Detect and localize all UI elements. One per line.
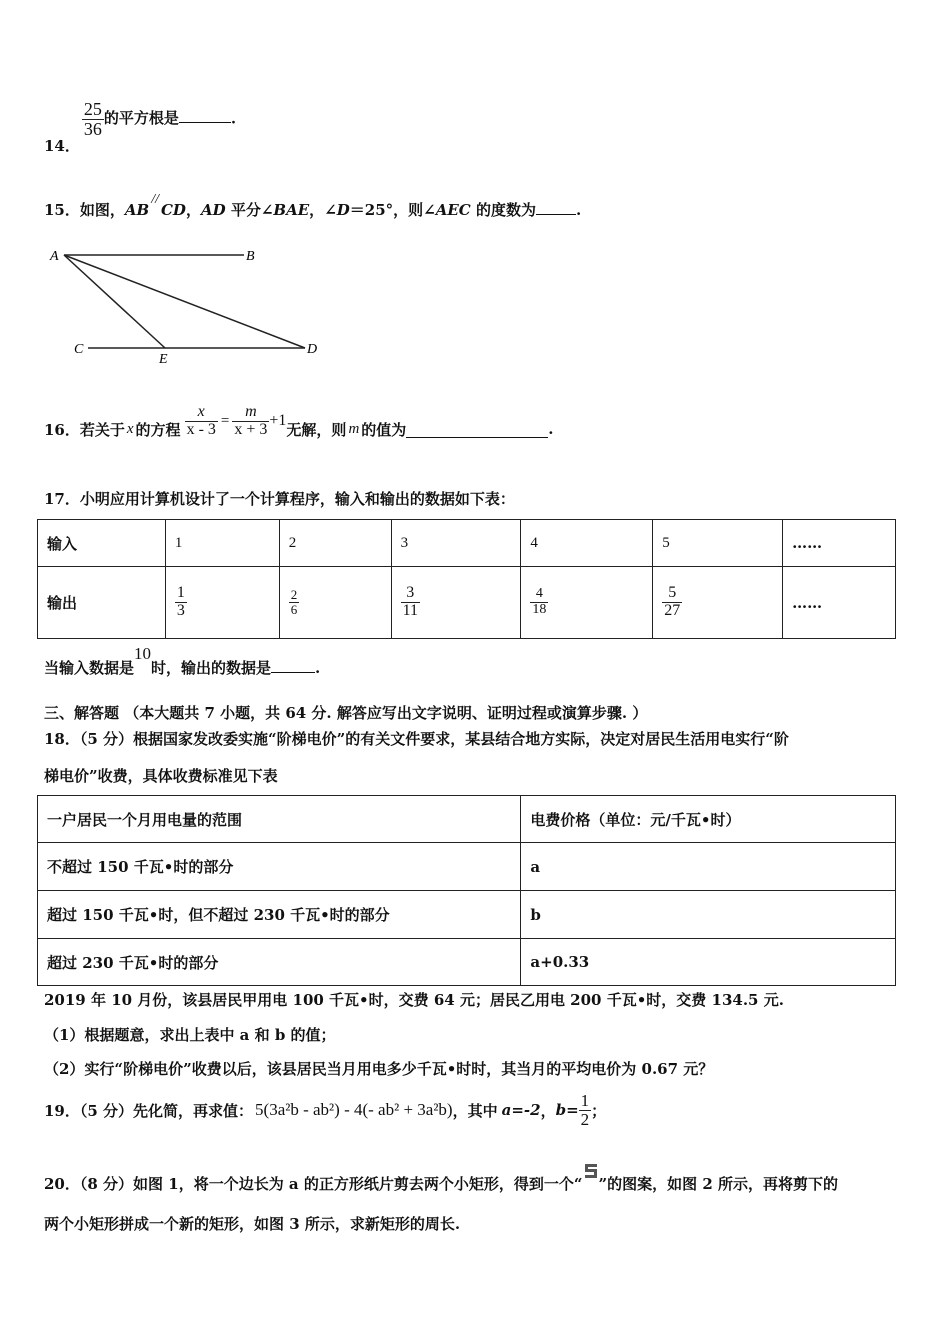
q15-answer-blank: [536, 213, 576, 215]
output-cell: [165, 567, 279, 639]
q19-b-fraction: [579, 1092, 592, 1129]
q16-text2: 无解，则: [286, 420, 347, 439]
q20-line1-part2: ”的图案，如图 2 所示，再将剪下的: [598, 1175, 839, 1193]
q17-follow-number: 10: [134, 644, 152, 663]
q15-ab: AB: [124, 201, 150, 219]
output-cell: [391, 567, 521, 639]
q14-frac-den: 36: [83, 118, 102, 139]
table-row: [38, 567, 896, 639]
q15-ad: AD: [200, 201, 226, 219]
label-a: A: [50, 249, 59, 264]
q16-frac1: [185, 404, 218, 439]
q15-parallel-symbol: //: [151, 192, 159, 207]
q17-follow-tail: .: [315, 659, 321, 677]
output-num: 1: [176, 584, 185, 602]
q15-text-ask: 的度数为: [470, 201, 536, 219]
q18-price-table: [37, 795, 896, 986]
q18-sub2: （2）实行“阶梯电价”收费以后，该县居民当月用电多少千瓦•时时，其当月的平均电价为 0.67 元？: [44, 1060, 714, 1078]
q19-tail: ；: [591, 1101, 607, 1120]
q14-frac-num: 25: [83, 99, 102, 119]
input-cell: 3: [391, 520, 521, 567]
output-den: 11: [402, 602, 418, 619]
q19-a-value: a=-2: [501, 1101, 541, 1120]
output-den: 3: [176, 602, 185, 619]
table-row: [38, 843, 896, 891]
s-shape-icon: [583, 1163, 599, 1179]
row-label-output: 输出: [38, 567, 166, 639]
output-num: 4: [535, 586, 543, 602]
q19: [44, 1092, 606, 1129]
q19-expression: 5(3a²b - ab²) - 4(- ab² + 3a²b): [255, 1100, 453, 1120]
price-cell: a+0.33: [521, 939, 896, 986]
input-cell: 4: [521, 520, 653, 567]
q15-comma: ，: [185, 201, 201, 219]
label-d: D: [307, 342, 318, 357]
output-num: 5: [668, 584, 677, 602]
q20-line1: [44, 1163, 838, 1194]
q18-line1: 18．（5 分）根据国家发改委实施“阶梯电价”的有关文件要求，某县结合地方实际，决定对居民生活用电实行“阶: [44, 730, 789, 748]
label-e: E: [159, 352, 168, 367]
range-cell: 超过 230 千瓦•时的部分: [38, 939, 521, 986]
label-b: B: [246, 249, 255, 264]
q14-tail: .: [230, 109, 237, 128]
q16-number: 16．若关于: [44, 420, 125, 439]
table-row: [38, 796, 896, 843]
table-row: [38, 939, 896, 986]
output-cell: [653, 567, 783, 639]
q15-text-bisect: 平分: [225, 201, 261, 219]
output-den: 18: [532, 602, 547, 617]
q16-frac2-num: m: [245, 403, 257, 420]
q14-number: 14．: [44, 137, 80, 156]
q18-line2: 梯电价”收费，具体收费标准见下表: [44, 767, 278, 785]
q15-figure: [40, 240, 340, 370]
q17-followup: [44, 643, 321, 677]
q16-plus-one: +1: [269, 412, 287, 430]
output-cell-more: ……: [783, 567, 896, 639]
q15: [44, 192, 582, 220]
output-num: 3: [406, 584, 415, 602]
q16-answer-blank: [406, 436, 548, 438]
input-cell: 5: [653, 520, 783, 567]
q19-b-den: 2: [580, 1109, 590, 1129]
q16-frac1-den: x - 3: [186, 420, 216, 438]
q15-number: 15．如图，: [44, 201, 125, 219]
q17-io-table: [37, 519, 896, 639]
table-row: [38, 520, 896, 567]
output-den: 6: [290, 602, 298, 617]
q15-text-value: ＝25°，则: [349, 201, 424, 219]
q16: [44, 404, 554, 439]
q16-text3: 的值为: [361, 420, 407, 439]
q19-separator: ，: [540, 1101, 556, 1120]
input-cell: 1: [165, 520, 279, 567]
q16-frac2: [232, 404, 269, 439]
output-cell: [521, 567, 653, 639]
price-cell: a: [521, 843, 896, 891]
q17-follow-text: 当输入数据是: [44, 659, 135, 677]
range-cell: 不超过 150 千瓦•时的部分: [38, 843, 521, 891]
q16-frac2-den: x + 3: [234, 420, 268, 438]
q14-text: 的平方根是: [103, 109, 179, 128]
q18-sub1: （1）根据题意，求出上表中 a 和 b 的值；: [44, 1026, 336, 1044]
q14-answer-blank: [179, 121, 231, 123]
q20-line2: 两个小矩形拼成一个新的矩形，如图 3 所示，求新矩形的周长.: [44, 1215, 461, 1233]
header-cell: 一户居民一个月用电量的范围: [38, 796, 521, 843]
q19-mid: ，其中: [452, 1101, 498, 1120]
q15-angle-bae: ∠BAE: [260, 201, 310, 219]
output-den: 27: [664, 602, 681, 619]
output-cell: [279, 567, 391, 639]
q17-follow-text2: 时，输出的数据是: [151, 659, 272, 677]
table-row: [38, 891, 896, 939]
segment-ad: [64, 255, 305, 348]
section-3-heading: 三、解答题 （本大题共 7 小题，共 64 分. 解答应写出文字说明、证明过程或演算步骤. ）: [44, 704, 648, 722]
q15-angle-d: ∠D: [324, 201, 350, 219]
row-label-input: 输入: [38, 520, 166, 567]
q16-equals: =: [220, 412, 230, 429]
q15-tail: .: [575, 201, 582, 219]
q19-prefix: 19．（5 分）先化简，再求值：: [44, 1101, 254, 1120]
q14-fraction: [82, 100, 104, 139]
segment-ae: [64, 255, 165, 348]
q19-b-num: 1: [580, 1091, 590, 1110]
q20-line1-part1: 20．（8 分）如图 1，将一个边长为 a 的正方形纸片剪去两个小矩形，得到一个“: [44, 1175, 583, 1193]
q15-comma2: ，: [309, 201, 325, 219]
q16-var-m: m: [348, 420, 360, 437]
price-cell: b: [521, 891, 896, 939]
q16-text1: 的方程: [135, 420, 181, 439]
q16-frac1-num: x: [197, 403, 205, 420]
q16-tail: .: [548, 420, 554, 439]
q19-b-label: b=: [555, 1101, 579, 1120]
q14: [44, 99, 237, 156]
range-cell: 超过 150 千瓦•时，但不超过 230 千瓦•时的部分: [38, 891, 521, 939]
q16-var-x: x: [126, 420, 134, 437]
label-c: C: [74, 342, 84, 357]
q17-intro: 17．小明应用计算机设计了一个计算程序，输入和输出的数据如下表：: [44, 490, 515, 508]
output-num: 2: [290, 587, 298, 603]
input-cell: 2: [279, 520, 391, 567]
q18-data: 2019 年 10 月份，该县居民甲用电 100 千瓦•时，交费 64 元；居民乙用电 200 千瓦•时，交费 134.5 元.: [44, 991, 784, 1009]
header-cell: 电费价格（单位：元/千瓦•时）: [521, 796, 896, 843]
q15-angle-aec: ∠AEC: [423, 201, 471, 219]
input-cell-more: ……: [783, 520, 896, 567]
q15-cd: CD: [160, 201, 186, 219]
q17-answer-blank: [271, 671, 315, 673]
